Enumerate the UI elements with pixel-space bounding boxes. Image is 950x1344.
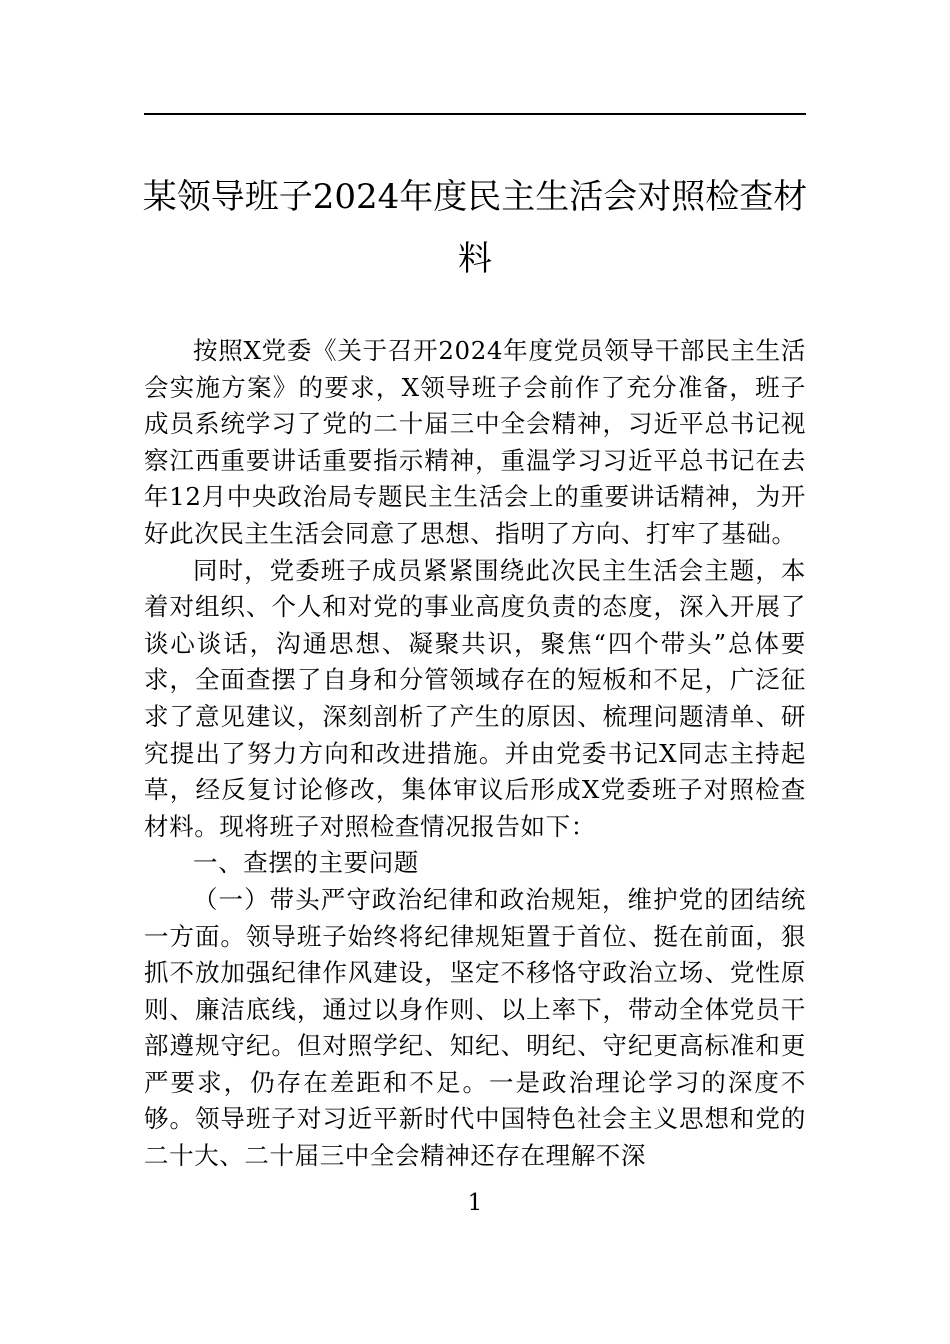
- paragraph-intro: 按照X党委《关于召开2024年度党员领导干部民主生活会实施方案》的要求，X领导班子会前作了充分准备，班子成员系统学习了党的二十届三中全会精神，习近平总书记视察江西重要讲话重要指示精神，重温学习习近平总书记在去年12月中央政治局专题民主生活会上的重要讲话精神，为开好此次民主生活会同意了思想、指明了方向、打牢了基础。: [144, 336, 806, 548]
- paragraph-issue-one: （一）带头严守政治纪律和政治规矩，维护党的团结统一方面。领导班子始终将纪律规矩置于首位、挺在前面，狠抓不放加强纪律作风建设，坚定不移恪守政治立场、党性原则、廉洁底线，通过以身作则、以上率下，带动全体党员干部遵规守纪。但对照学纪、知纪、明纪、守纪更高标准和更严要求，仍存在差距和不足。一是政治理论学习的深度不够。领导班子对习近平新时代中国特色社会主义思想和党的二十大、二十届三中全会精神还存在理解不深: [144, 884, 806, 1171]
- paragraph-process: 同时，党委班子成员紧紧围绕此次民主生活会主题，本着对组织、个人和对党的事业高度负责的态度，深入开展了谈心谈话，沟通思想、凝聚共识，聚焦“四个带头”总体要求，全面查摆了自身和分管领域存在的短板和不足，广泛征求了意见建议，深刻剖析了产生的原因、梳理问题清单、研究提出了努力方向和改进措施。并由党委书记X同志主持起草，经反复讨论修改，集体审议后形成X党委班子对照检查材料。现将班子对照检查情况报告如下：: [144, 555, 806, 841]
- document-body: [144, 333, 806, 1175]
- page-number: 1: [467, 1190, 483, 1216]
- section-heading: 一、查摆的主要问题: [193, 848, 419, 878]
- document-title: 某领导班子2024年度民主生活会对照检查材料: [142, 177, 808, 279]
- header-rule: [144, 113, 806, 115]
